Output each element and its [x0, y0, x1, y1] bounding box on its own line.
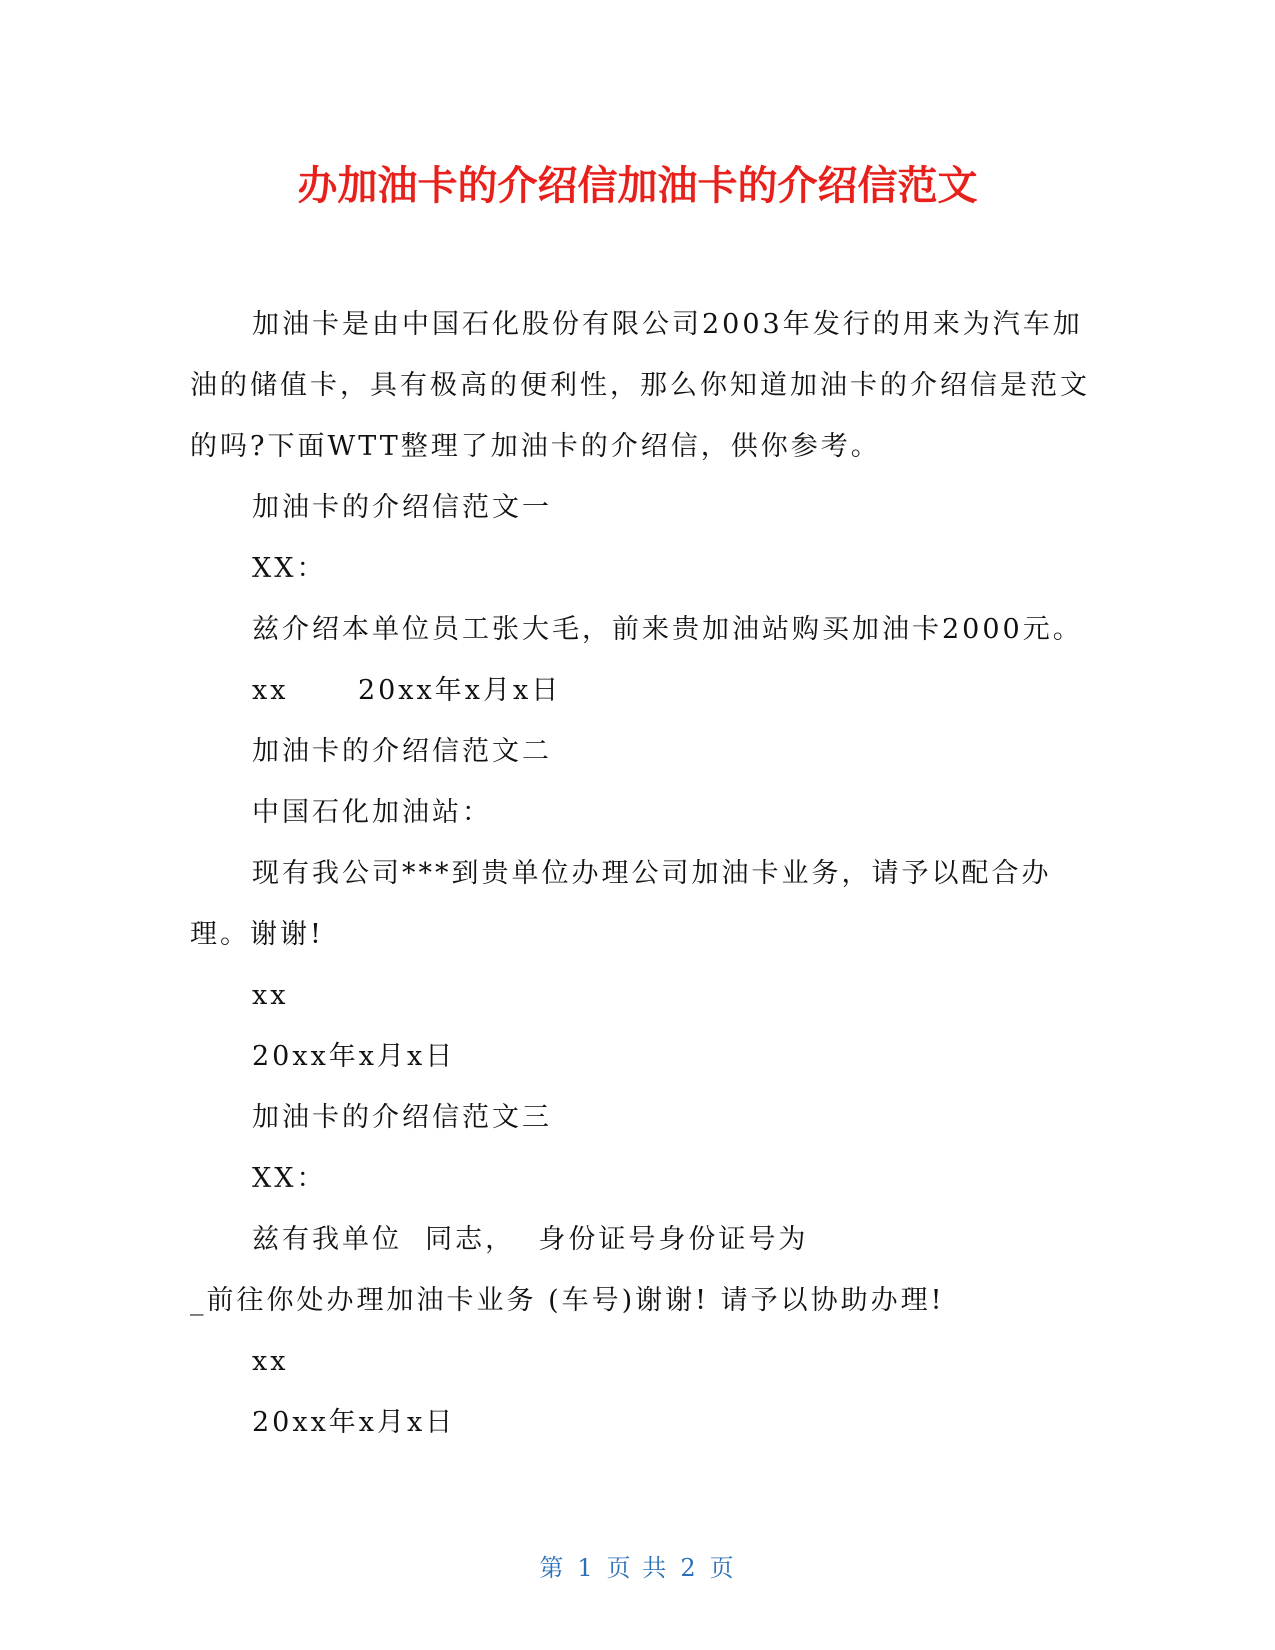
page-label-prefix: 第	[539, 1554, 566, 1582]
current-page-number: 1	[577, 1554, 595, 1582]
signature-3: xx	[252, 1346, 289, 1377]
salutation-2: 中国石化加油站：	[252, 797, 492, 828]
page-label-suffix: 页	[709, 1554, 736, 1582]
letter-body-2: 现有我公司***到贵单位办理公司加油卡业务，请予以配合办理。谢谢!	[190, 858, 1052, 950]
signature-2: xx	[252, 980, 289, 1011]
intro-paragraph: 加油卡是由中国石化股份有限公司2003年发行的用来为汽车加油的储值卡，具有极高的便利性，那么你知道加油卡的介绍信是范文的吗?下面WTT整理了加油卡的介绍信，供你参考。	[190, 309, 1090, 462]
date-3: 20xx年x月x日	[252, 1407, 456, 1438]
section-heading-3: 加油卡的介绍信范文三	[252, 1102, 552, 1133]
document-body	[190, 294, 1090, 1453]
total-pages-number: 2	[680, 1554, 698, 1582]
salutation-1: XX：	[252, 553, 327, 584]
section-heading-2: 加油卡的介绍信范文二	[252, 736, 552, 767]
section-heading-1: 加油卡的介绍信范文一	[252, 492, 552, 523]
letter-body-3-line2: _前往你处办理加油卡业务 (车号)谢谢! 请予以协助办理!	[190, 1285, 945, 1316]
page-footer	[0, 1548, 1275, 1583]
letter-body-3-line1: 兹有我单位 同志， 身份证号身份证号为	[252, 1224, 809, 1255]
letter-body-1: 兹介绍本单位员工张大毛，前来贵加油站购买加油卡2000元。	[252, 614, 1083, 645]
document-title: 办加油卡的介绍信加油卡的介绍信范文	[297, 163, 978, 209]
date-2: 20xx年x月x日	[252, 1041, 456, 1072]
page-label-mid: 页 共	[606, 1554, 669, 1582]
signature-date-1: xx 20xx年x月x日	[252, 675, 562, 706]
salutation-3: XX：	[252, 1163, 327, 1194]
